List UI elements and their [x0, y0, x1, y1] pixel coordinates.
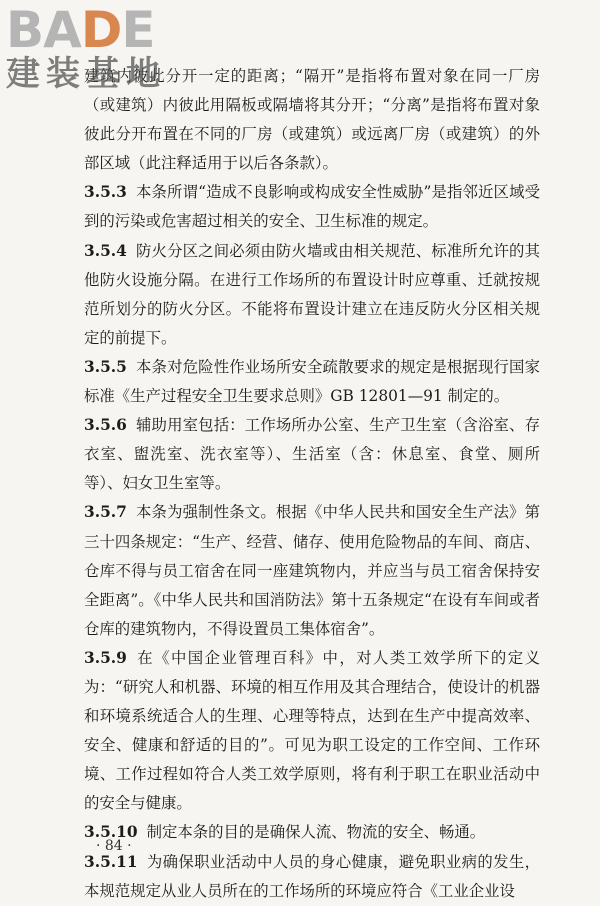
clause-number: 3.5.4: [84, 241, 127, 260]
clause-text: 本条所谓“造成不良影响或构成安全性威胁”是指邻近区域受到的污染或危害超过相关的安全、卫生标准的规定。: [84, 183, 540, 231]
clause-number: 3.5.11: [84, 852, 138, 871]
clause-3-5-10: [84, 818, 540, 847]
clause-number: 3.5.9: [84, 648, 127, 667]
clause-text: 为确保职业活动中人员的身心健康，避免职业病的发生，本规范规定从业人员所在的工作场所的环境应符合《工业企业设: [84, 852, 540, 900]
clause-text: 制定本条的目的是确保人流、物流的安全、畅通。: [146, 823, 486, 842]
clause-text: 在《中国企业管理百科》中，对人类工效学所下的定义为：“研究人和机器、环境的相互作用及其合理结合，使设计的机器和环境系统适合人的生理、心理等特点，达到在生产中提高效率、安全、健康和舒适的目的”。可见为职工设定的工作空间、工作环境、工作过程如符合人类工效学原则，将有利于职工在职业活动中的安全与健康。: [84, 648, 540, 813]
clause-text: 本条对危险性作业场所安全疏散要求的规定是根据现行国家标准《生产过程安全卫生要求总则》GB 12801—91 制定的。: [84, 357, 540, 406]
clause-3-5-9: [84, 644, 540, 819]
clause-number: 3.5.10: [84, 823, 138, 842]
page-number: · 84 ·: [96, 838, 132, 854]
clause-number: 3.5.5: [84, 357, 127, 376]
clause-number: 3.5.3: [84, 183, 127, 202]
clause-3-5-4: [84, 237, 540, 353]
document-body: [84, 62, 540, 906]
clause-text: 防火分区之间必须由防火墙或由相关规范、标准所允许的其他防火设施分隔。在进行工作场所的布置设计时应尊重、迁就按规范所划分的防火分区。不能将布置设计建立在违反防火分区相关规定的前提下。: [84, 241, 540, 347]
paragraph-continued: 建筑内彼此分开一定的距离；“隔开”是指将布置对象在同一厂房（或建筑）内彼此用隔板或隔墙将其分开；“分离”是指将布置对象彼此分开布置在不同的厂房（或建筑）或远离厂房（或建筑）的外部区域（此注释适用于以后各条款）。: [84, 67, 540, 173]
clause-3-5-3: [84, 178, 540, 236]
clause-text: 本条为强制性条文。根据《中华人民共和国安全生产法》第三十四条规定：“生产、经营、储存、使用危险物品的车间、商店、仓库不得与员工宿舍在同一座建筑物内，并应当与员工宿舍保持安全距离”。《中华人民共和国消防法》第十五条规定“在设有车间或者仓库的建筑物内，不得设置员工集体宿舍”。: [84, 503, 540, 638]
clause-number: 3.5.7: [84, 503, 127, 522]
clause-number: 3.5.6: [84, 416, 127, 435]
clause-3-5-6: [84, 411, 540, 498]
watermark-subtitle: 建装基地: [6, 54, 166, 94]
bade-watermark-logo: [6, 1, 186, 104]
clause-3-5-7: [84, 498, 540, 643]
clause-text: 辅助用室包括：工作场所办公室、生产卫生室（含浴室、存衣室、盥洗室、洗衣室等）、生活室（含：休息室、食堂、厕所等）、妇女卫生室等。: [84, 416, 540, 493]
clause-3-5-5: [84, 353, 540, 411]
watermark-brand: BADE: [6, 1, 155, 59]
clause-3-5-11: [84, 848, 540, 906]
